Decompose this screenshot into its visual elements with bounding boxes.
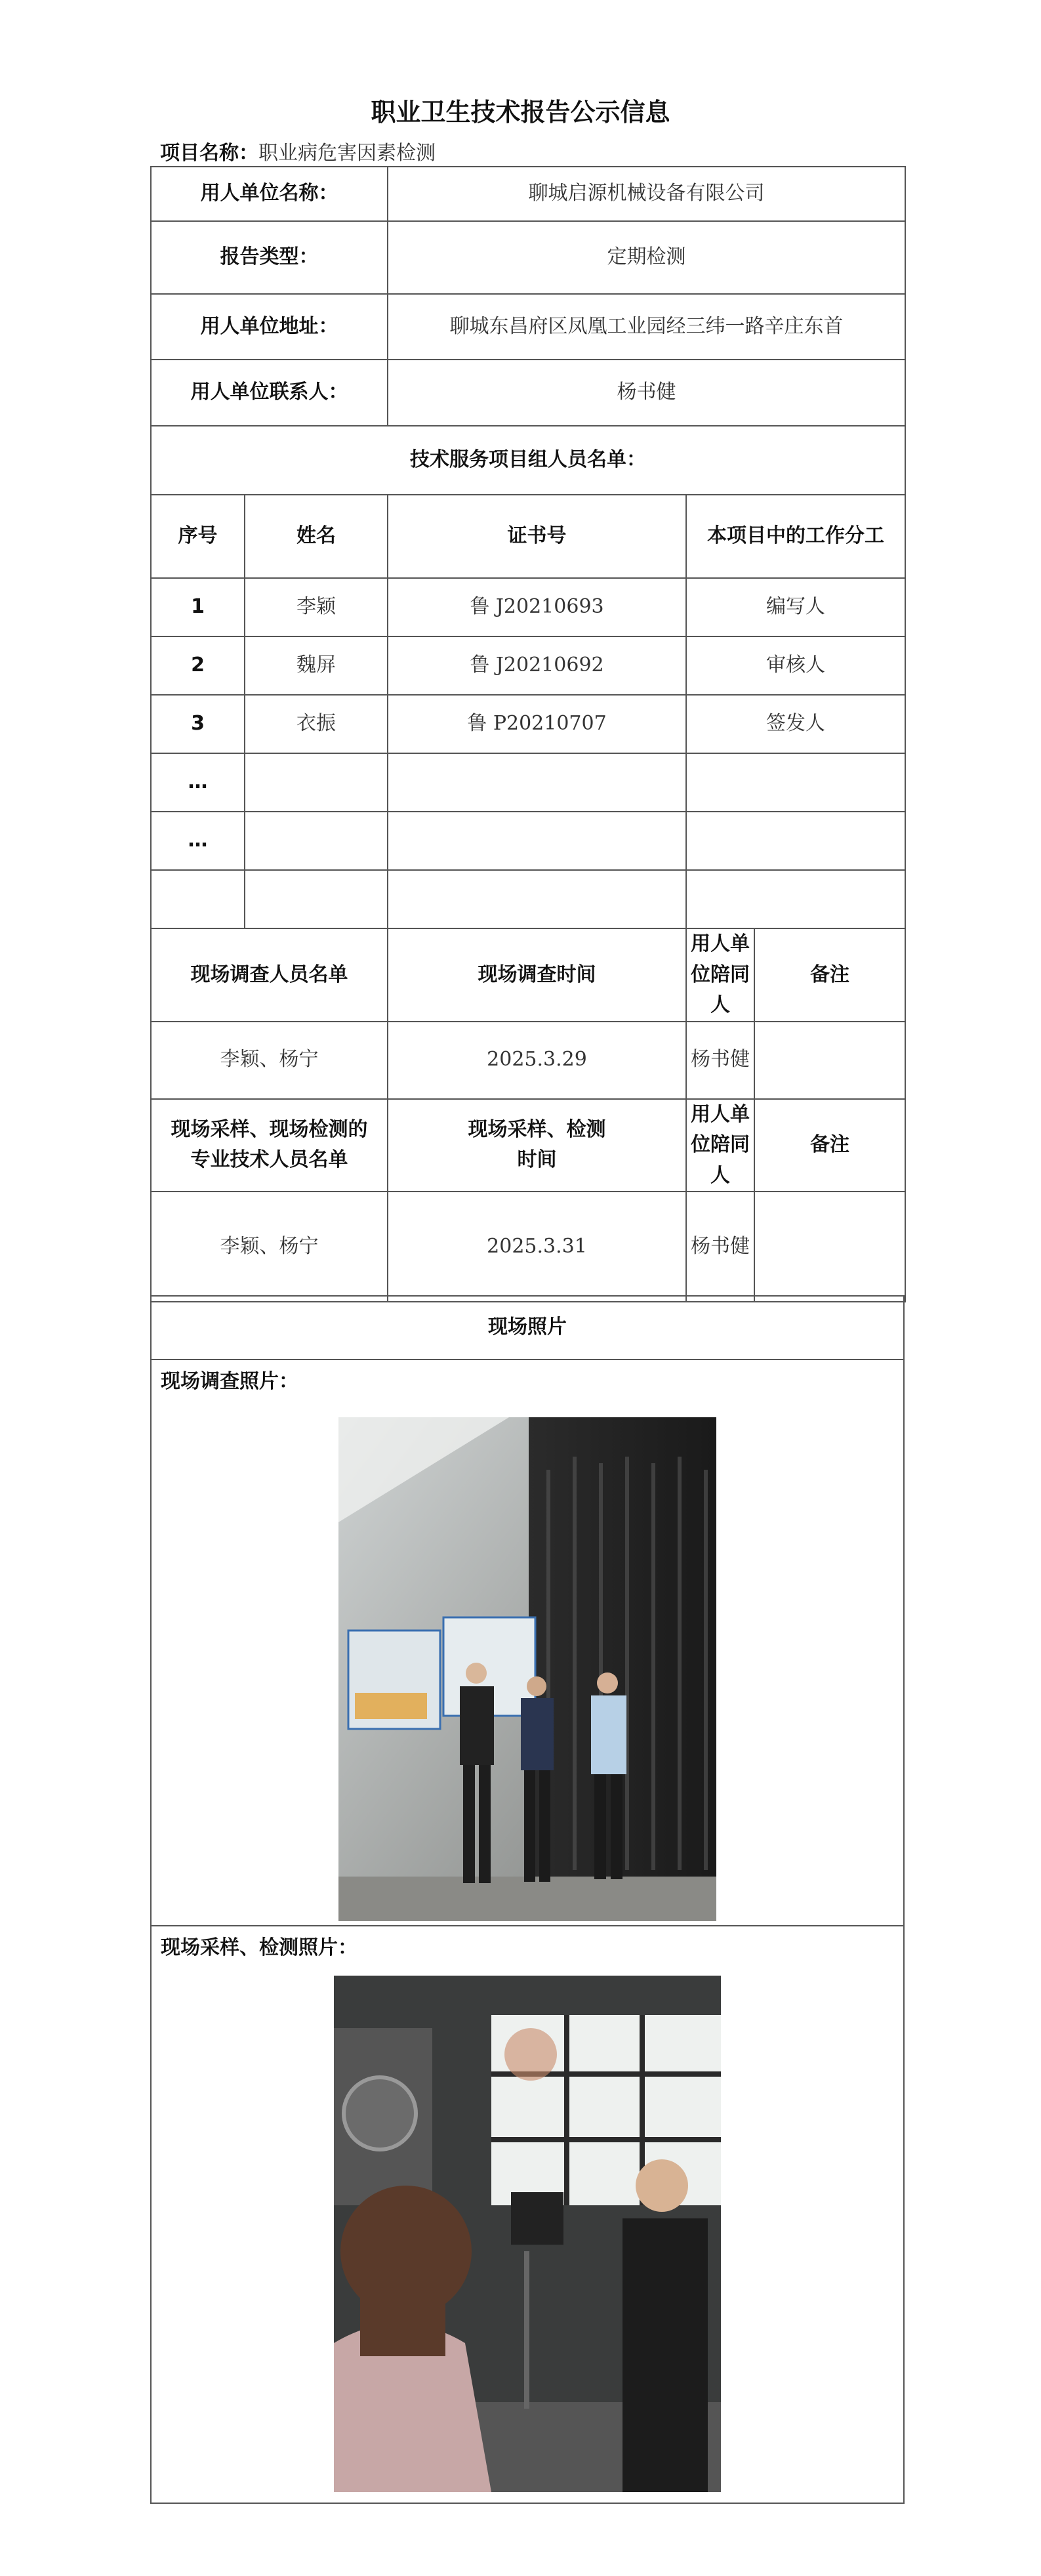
sampling-time: 2025.3.31 xyxy=(388,1192,686,1302)
sampling-header-note: 备注 xyxy=(754,1099,905,1192)
info-table xyxy=(150,166,906,1302)
employer-name-label: 用人单位名称： xyxy=(151,167,388,221)
survey-header-note: 备注 xyxy=(754,928,905,1022)
team-certificate xyxy=(388,870,686,928)
survey-staff: 李颖、杨宁 xyxy=(151,1022,388,1099)
team-header-name: 姓名 xyxy=(245,495,388,578)
sampling-note xyxy=(754,1192,905,1302)
survey-photo-row xyxy=(151,1360,904,1926)
team-heading: 技术服务项目组人员名单： xyxy=(151,426,905,495)
employer-name-value: 聊城启源机械设备有限公司 xyxy=(388,167,905,221)
project-name-line xyxy=(160,136,436,165)
project-name-value: 职业病危害因素检测 xyxy=(258,142,436,165)
report-type-value: 定期检测 xyxy=(388,221,905,294)
sampling-staff: 李颖、杨宁 xyxy=(151,1192,388,1302)
team-role: 审核人 xyxy=(686,636,905,695)
team-certificate: 鲁 J20210692 xyxy=(388,636,686,695)
sampling-companion: 杨书健 xyxy=(686,1192,754,1302)
employer-name-row xyxy=(151,167,905,221)
survey-value-row xyxy=(151,1022,905,1099)
team-row xyxy=(151,636,905,695)
team-name xyxy=(245,753,388,812)
sampling-photo-image xyxy=(334,1976,721,2492)
team-header-index: 序号 xyxy=(151,495,245,578)
sampling-header-staff-line1: 现场采样、现场检测的 xyxy=(171,1117,368,1141)
team-name xyxy=(245,812,388,870)
sampling-photo-row xyxy=(151,1926,904,2503)
team-heading-row xyxy=(151,426,905,495)
team-name: 魏屏 xyxy=(245,636,388,695)
team-role xyxy=(686,753,905,812)
team-header-row xyxy=(151,495,905,578)
survey-header-staff: 现场调查人员名单 xyxy=(151,928,388,1022)
sampling-header-row xyxy=(151,1099,905,1192)
team-header-certificate: 证书号 xyxy=(388,495,686,578)
team-role xyxy=(686,812,905,870)
team-row xyxy=(151,578,905,636)
report-type-label: 报告类型： xyxy=(151,221,388,294)
address-label: 用人单位地址： xyxy=(151,294,388,360)
team-row xyxy=(151,812,905,870)
team-certificate: 鲁 J20210693 xyxy=(388,578,686,636)
team-certificate xyxy=(388,812,686,870)
address-value: 聊城东昌府区凤凰工业园经三纬一路辛庄东首 xyxy=(388,294,905,360)
survey-photo-label: 现场调查照片： xyxy=(161,1370,298,1393)
team-index: 1 xyxy=(151,578,245,636)
team-index: 2 xyxy=(151,636,245,695)
sampling-header-time xyxy=(388,1099,686,1192)
team-index: … xyxy=(151,812,245,870)
team-index xyxy=(151,870,245,928)
survey-companion: 杨书健 xyxy=(686,1022,754,1099)
contact-label: 用人单位联系人： xyxy=(151,360,388,426)
survey-time: 2025.3.29 xyxy=(388,1022,686,1099)
team-index: … xyxy=(151,753,245,812)
survey-photo xyxy=(338,1417,716,1921)
photo-heading: 现场照片 xyxy=(151,1296,904,1360)
survey-photo-cell xyxy=(151,1360,904,1926)
survey-header-row xyxy=(151,928,905,1022)
team-name: 衣振 xyxy=(245,695,388,753)
team-role: 签发人 xyxy=(686,695,905,753)
sampling-header-companion: 用人单位陪同人 xyxy=(686,1099,754,1192)
sampling-photo-label: 现场采样、检测照片： xyxy=(161,1936,357,1959)
sampling-header-staff-line2: 专业技术人员名单 xyxy=(190,1148,348,1172)
contact-value: 杨书健 xyxy=(388,360,905,426)
sampling-header-time-line1: 现场采样、检测 xyxy=(468,1117,606,1141)
photo-table xyxy=(150,1295,905,2504)
sampling-header-staff xyxy=(151,1099,388,1192)
team-row xyxy=(151,753,905,812)
survey-note xyxy=(754,1022,905,1099)
report-type-row xyxy=(151,221,905,294)
team-certificate xyxy=(388,753,686,812)
team-index: 3 xyxy=(151,695,245,753)
survey-photo-image xyxy=(338,1417,716,1921)
team-row xyxy=(151,870,905,928)
team-name: 李颖 xyxy=(245,578,388,636)
sampling-value-row xyxy=(151,1192,905,1302)
team-row xyxy=(151,695,905,753)
survey-header-companion: 用人单位陪同人 xyxy=(686,928,754,1022)
page-title: 职业卫生技术报告公示信息 xyxy=(371,98,670,127)
photo-heading-row xyxy=(151,1296,904,1360)
team-certificate: 鲁 P20210707 xyxy=(388,695,686,753)
team-header-role: 本项目中的工作分工 xyxy=(686,495,905,578)
sampling-header-time-line2: 时间 xyxy=(517,1148,557,1172)
sampling-photo-cell xyxy=(151,1926,904,2503)
project-name-label: 项目名称： xyxy=(160,142,258,165)
survey-header-time: 现场调查时间 xyxy=(388,928,686,1022)
team-role: 编写人 xyxy=(686,578,905,636)
contact-row xyxy=(151,360,905,426)
team-name xyxy=(245,870,388,928)
sampling-photo xyxy=(334,1976,721,2492)
team-role xyxy=(686,870,905,928)
address-row xyxy=(151,294,905,360)
